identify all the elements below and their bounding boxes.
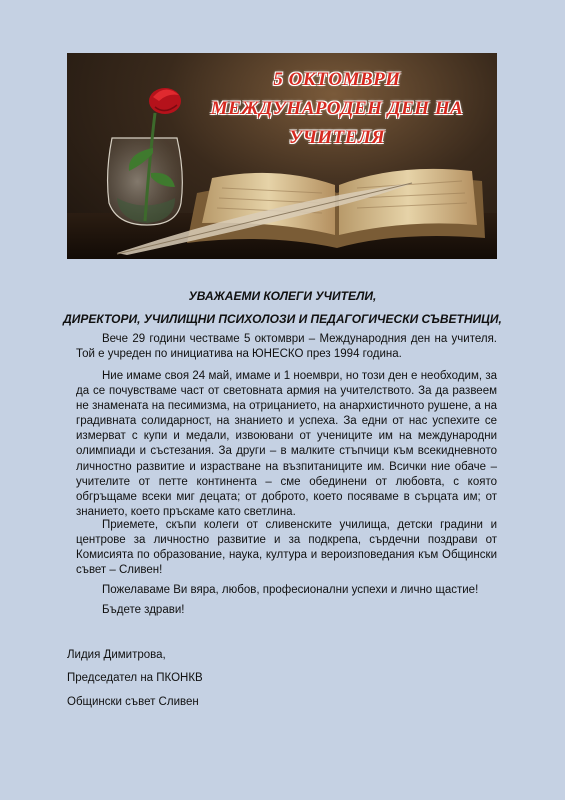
signature-name: Лидия Димитрова, (67, 649, 166, 661)
salutation-subheading: ДИРЕКТОРИ, УЧИЛИЩНИ ПСИХОЛОЗИ И ПЕДАГОГИЧЕСКИ СЪВЕТНИЦИ, (63, 312, 502, 326)
paragraph: Вече 29 години честваме 5 октомври – Международния ден на учителя. Той е учреден по инициатива на ЮНЕСКО през 1994 година. (76, 333, 497, 361)
header-banner-image (67, 53, 497, 259)
salutation-heading: УВАЖАЕМИ КОЛЕГИ УЧИТЕЛИ, (188, 289, 377, 303)
banner-title-line: МЕЖДУНАРОДЕН ДЕН НА (210, 98, 464, 119)
signature-title: Председател на ПКОНКВ (67, 672, 203, 684)
paragraph: Приемете, скъпи колеги от сливенските училища, детски градини и центрове за личностно развитие и за подкрепа, сърдечни поздрави от Комисията по образование, наука, култура и вероизповедания към Общински съвет – Сливен! (76, 519, 497, 577)
banner-title-line: УЧИТЕЛЯ (288, 127, 386, 148)
banner-title (187, 65, 487, 152)
paragraph: Ние имаме своя 24 май, имаме и 1 ноември, но този ден е необходим, за да се почувстваме част от световната армия на учителството. За да развеем не знамената на песимизма, на отрицанието, на анархистичното рушене, а на градивната солидарност, на знанието и успеха. За едни от нас успехите се измерват с купи и медали, извоювани от учениците им на международни олимпиади и състезания. За други – в малките стъпчици към всекидневното личностно развитие и израстване на възпитаниците им. Всички ние обаче – учителите от петте континента – сме обединени от любовта, с която обгръщаме всеки миг децата; от доброто, което посяваме в сърцата им; от знанието, което пръскаме като светлина. (76, 370, 497, 518)
rose-vase-illustration (108, 88, 183, 225)
banner-title-line: 5 ОКТОМВРИ (273, 69, 401, 90)
signature-organization: Общински съвет Сливен (67, 696, 199, 708)
paragraph: Пожелаваме Ви вяра, любов, професионални успехи и лично щастие! (102, 584, 479, 596)
paragraph: Бъдете здрави! (102, 604, 185, 616)
